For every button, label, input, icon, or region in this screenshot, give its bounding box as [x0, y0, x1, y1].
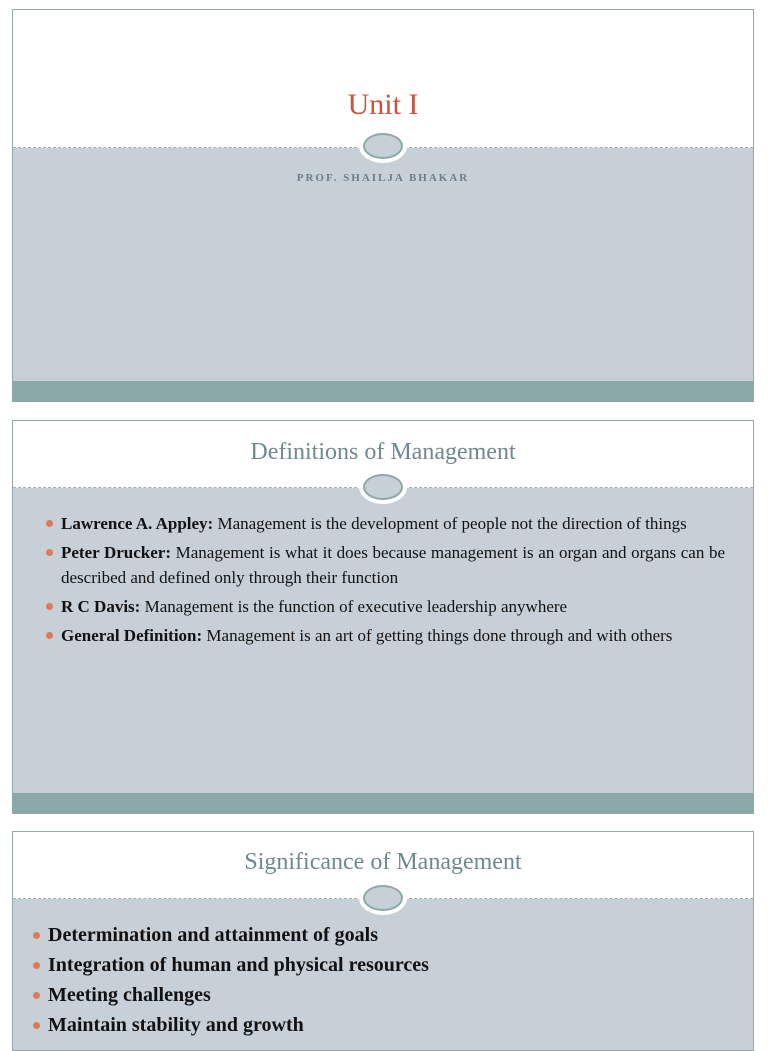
definition-author: R C Davis: — [61, 597, 141, 616]
definition-text: Management is what it does because management is an organ and organs can be described and defined only through their function — [61, 543, 725, 587]
list-item — [43, 594, 725, 619]
slide-heading: Definitions of Management — [250, 439, 516, 465]
list-item — [43, 511, 725, 536]
list-item: Meeting challenges — [31, 980, 731, 1010]
list-item: Integration of human and physical resources — [31, 950, 731, 980]
divider-ring-ornament — [363, 133, 403, 159]
definition-author: Lawrence A. Appley: — [61, 514, 214, 533]
divider-ring-ornament — [363, 885, 403, 911]
definition-text: Management is the development of people not the direction of things — [213, 514, 687, 533]
slide-subtitle: PROF. SHAILJA BHAKAR — [296, 172, 470, 184]
slide-header-area — [13, 10, 753, 148]
list-item — [43, 623, 725, 648]
definition-text: Management is the function of executive leadership anywhere — [140, 597, 568, 616]
divider-ring-ornament — [363, 474, 403, 500]
list-item: Maintain stability and growth — [31, 1010, 731, 1040]
definition-text: Management is an art of getting things done through and with others — [202, 626, 673, 645]
footer-bar — [13, 381, 753, 401]
slide-title — [12, 9, 754, 402]
definitions-list — [43, 511, 725, 652]
list-item: Determination and attainment of goals — [31, 920, 731, 950]
significance-list — [31, 920, 731, 1040]
slide-significance — [12, 831, 754, 1051]
slide-title-text: Unit I — [347, 88, 419, 121]
slide-heading: Significance of Management — [244, 849, 522, 875]
definition-author: General Definition: — [61, 626, 203, 645]
footer-bar — [13, 793, 753, 813]
list-item — [43, 540, 725, 590]
definition-author: Peter Drucker: — [61, 543, 172, 562]
slide-definitions — [12, 420, 754, 814]
